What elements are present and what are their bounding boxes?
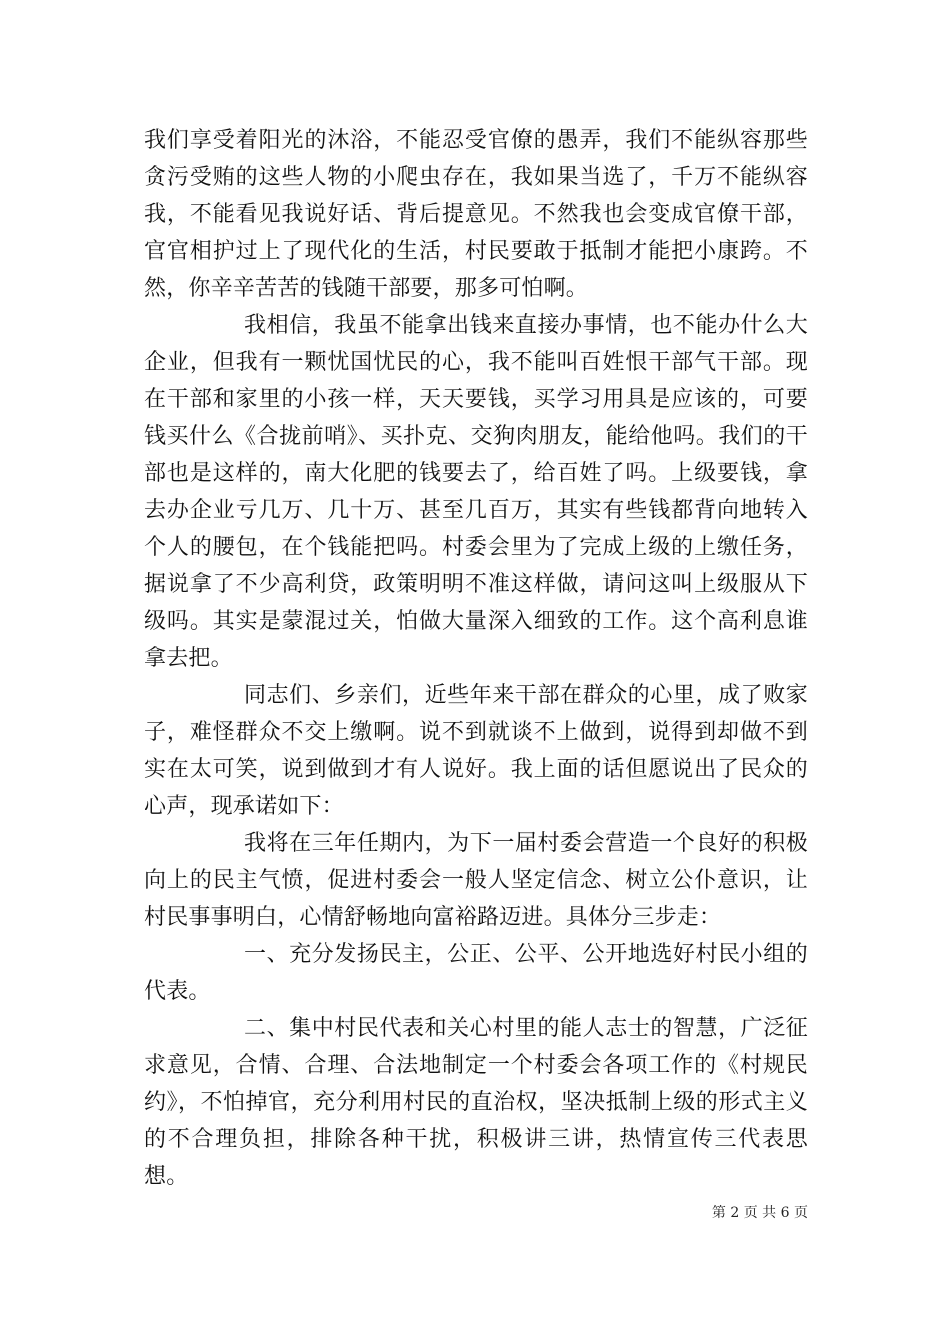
paragraph-5: 一、充分发扬民主，公正、公平、公开地选好村民小组的代表。	[144, 942, 808, 1004]
paragraph-3: 同志们、乡亲们，近些年来干部在群众的心里，成了败家子，难怪群众不交上缴啊。说不到就谈不上做到，说得到却做不到实在太可笑，说到做到才有人说好。我上面的话但愿说出了民众的心声，现承诺如下：	[144, 683, 808, 819]
paragraph-2: 我相信，我虽不能拿出钱来直接办事情，也不能办什么大企业，但我有一颗忧国忧民的心，我不能叫百姓恨干部气干部。现在干部和家里的小孩一样，天天要钱，买学习用具是应该的，可要钱买什么《合拢前哨》、买扑克、交狗肉朋友，能给他吗。我们的干部也是这样的，南大化肥的钱要去了，给百姓了吗。上级要钱，拿去办企业亏几万、几十万、甚至几百万，其实有些钱都背向地转入个人的腰包，在个钱能把吗。村委会里为了完成上级的上缴任务，据说拿了不少高利贷，政策明明不准这样做，请问这叫上级服从下级吗。其实是蒙混过关，怕做大量深入细致的工作。这个高利息谁拿去把。	[144, 313, 808, 671]
paragraph-4: 我将在三年任期内，为下一届村委会营造一个良好的积极向上的民主气愤，促进村委会一般人坚定信念、树立公仆意识，让村民事事明白，心情舒畅地向富裕路迈进。具体分三步走：	[144, 831, 808, 930]
paragraph-1: 我们享受着阳光的沐浴，不能忍受官僚的愚弄，我们不能纵容那些贪污受贿的这些人物的小爬虫存在，我如果当选了，千万不能纵容我，不能看见我说好话、背后提意见。不然我也会变成官僚干部，官官相护过上了现代化的生活，村民要敢于抵制才能把小康跨。不然，你辛辛苦苦的钱随干部要，那多可怕啊。	[144, 128, 808, 301]
page-number-footer: 第 2 页 共 6 页	[711, 1205, 808, 1221]
document-body	[144, 122, 808, 1195]
paragraph-6: 二、集中村民代表和关心村里的能人志士的智慧，广泛征求意见，合情、合理、合法地制定一个村委会各项工作的《村规民约》，不怕掉官，充分利用村民的直治权，坚决抵制上级的形式主义的不合理负担，排除各种干扰，积极讲三讲，热情宣传三代表思想。	[144, 1016, 808, 1189]
